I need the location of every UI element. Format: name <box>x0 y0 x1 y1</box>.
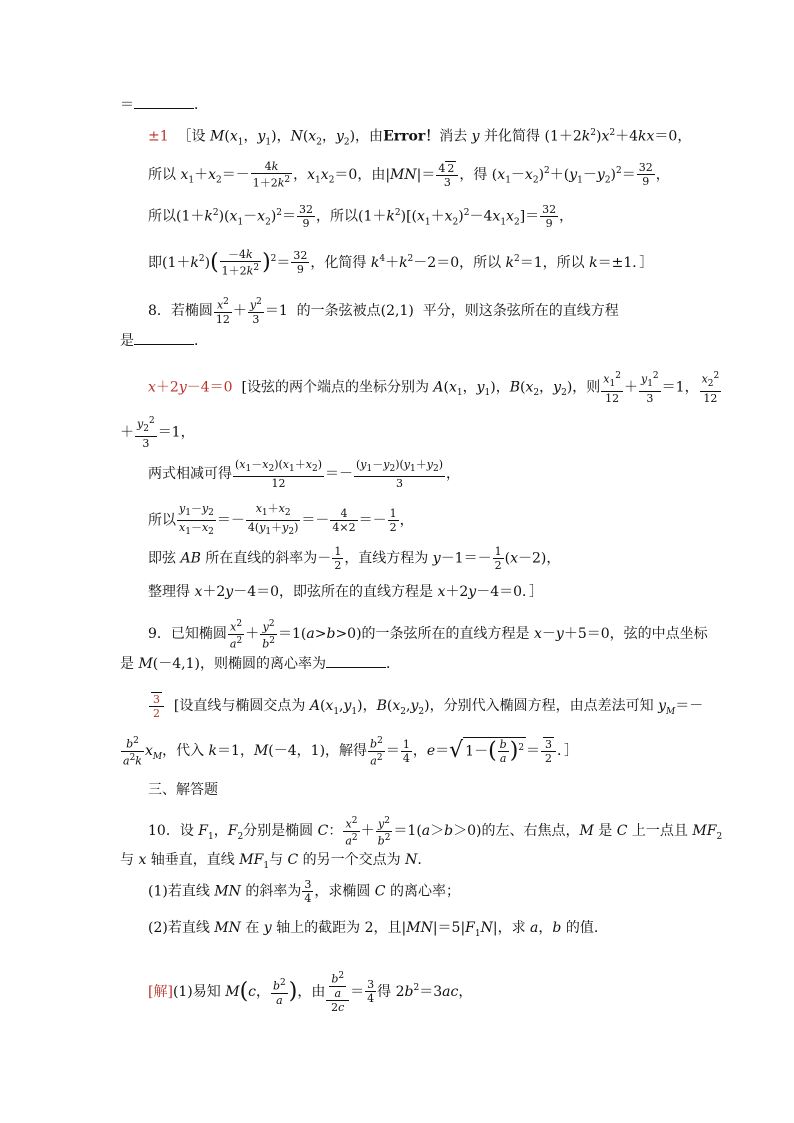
line-6: 是 ． <box>120 330 208 351</box>
line-9: 两式相减可得 $\frac{(x_1-x_2)(x_1+x_2)}{12}$ ＝－ $\frac{(y_1-y_2)(y_1+y_2)}{3}$ ， <box>148 458 460 491</box>
line-10: 所以 $\frac{y_1-y_2}{x_1-x_2}$ ＝－ $\frac{x_1+x_2}{4(y_1+y_2)}$ ＝－ $\frac{4}{4\times 2}$ ＝－ $\frac{1}{2}$ ， <box>148 502 414 538</box>
line-17: 三、解答题 <box>148 782 218 798</box>
line-15: $\frac{3}{2}$ [设直线与椭圆交点为 $A(x_1,y_1)$，$B(x_2,y_2)$，分别代入椭圆方程，由点差法可知 $y_M=-$ <box>148 692 703 722</box>
line-8: ＋ $\frac{y_2^2}{3}$ ＝1， <box>120 416 195 450</box>
solution-label: [解] <box>148 983 173 1000</box>
line-3: 所以$(1+k^2)(x_1-x_2)^2=$ $\frac{32}{9}$ ，所以$(1+k^2)[(x_1+x_2)^2-4x_1x_2]=$ $\frac{32}{9}$ ， <box>148 203 574 231</box>
line-14: 是 M(－4,1)，则椭圆的离心率为 ． <box>120 653 400 674</box>
line-20: (1)若直线 MN 的斜率为 $\frac{3}{4}$ ，求椭圆 C 的离心率； <box>148 878 460 905</box>
line-2: 所以 $x_1+x_2=-$ $\frac{4k}{1+2k^2}$ ，$x_1x_2=0$，由|MN|＝ $\frac{4 2}{3}$ ，得 $(x_1-x_2)^2+(y_1-y_2)^2=$ $\frac{32}{9}$ ， <box>148 160 670 190</box>
line-5: 8．若椭圆 $\frac{x^2}{12}$ ＋ $\frac{y^2}{3}$ ＝1 的一条弦被点(2,1) 平分，则这条弦所在的直线方程 <box>148 297 619 326</box>
answer-9: $\frac{3}{2}$ <box>148 698 165 714</box>
line-13: 9．已知椭圆 $\frac{x^2}{a^2}$ ＋ $\frac{y^2}{b^2}$ ＝1(a>b>0)的一条弦所在的直线方程是 x－y＋5＝0，弦的中点坐标 <box>148 619 708 651</box>
line-16: $\frac{b^2}{a^2k}$ $x_M$，代入 k＝1，M(－4，1)，解得 $\frac{b^2}{a^2}$ ＝ $\frac{1}{4}$ ，e＝√ 1－( $\frac{b}{a}$ )$^2$ ＝ $\frac{3}{2}$ ．］ <box>123 736 579 768</box>
line-21: (2)若直线 MN 在 y 轴上的截距为 2，且$|MN|=5|F_1N|$，求 a，b 的值. <box>148 920 599 939</box>
line-22: [解](1)易知 M(c， $\frac{b^2}{a}$ )，由 $\frac{\frac{b^2}{a}}{2c}$ ＝ $\frac{3}{4}$ 得 $2b^2=3ac$， <box>148 971 473 1014</box>
line-11: 即弦 AB 所在直线的斜率为－ $\frac{1}{2}$ ，直线方程为 y－1＝－ $\frac{1}{2}$ (x－2)， <box>148 545 561 572</box>
line-18: 10．设 $F_1$，$F_2$分别是椭圆 C： $\frac{x^2}{a^2}$ ＋ $\frac{y^2}{b^2}$ ＝1(a＞b＞0)的左、右焦点，M 是 C 上一点且 $MF_2$ <box>148 816 723 848</box>
line-7: x＋2y－4＝0 [设弦的两个端点的坐标分别为 $A(x_1$，$y_1$)，$B(x_2$，$y_2$)，则 $\frac{x_1^2}{12}$ ＋ $\frac{y_1^2}{3}$ ＝1， $\frac{x_2^2}{12}$ <box>148 371 720 405</box>
line-1: ±1 ［设 $M(x_1$，$y_1$)，$N(x_2$，$y_2$)，由Error！消去 y 并化简得 $(1+2k^2)x^2+4kx=0$， <box>148 128 692 148</box>
line-12: 整理得 x＋2y－4＝0，即弦所在的直线方程是 x＋2y－4＝0．］ <box>148 584 544 600</box>
answer-1: ±1 <box>148 128 169 145</box>
line-0: ＝ ． <box>120 94 208 115</box>
answer-8: x＋2y－4＝0 <box>148 379 233 396</box>
line-4: 即$(1+k^2)$( $\frac{-4k}{1+2k^2}$ )$^2$＝ $\frac{32}{9}$ ，化简得 $k^4+k^2-2=0$，所以 $k^2=1$，所以 k＝±1．］ <box>148 248 654 278</box>
line-19: 与 x 轴垂直，直线 $MF_1$与 C 的另一个交点为 N. <box>120 852 422 871</box>
